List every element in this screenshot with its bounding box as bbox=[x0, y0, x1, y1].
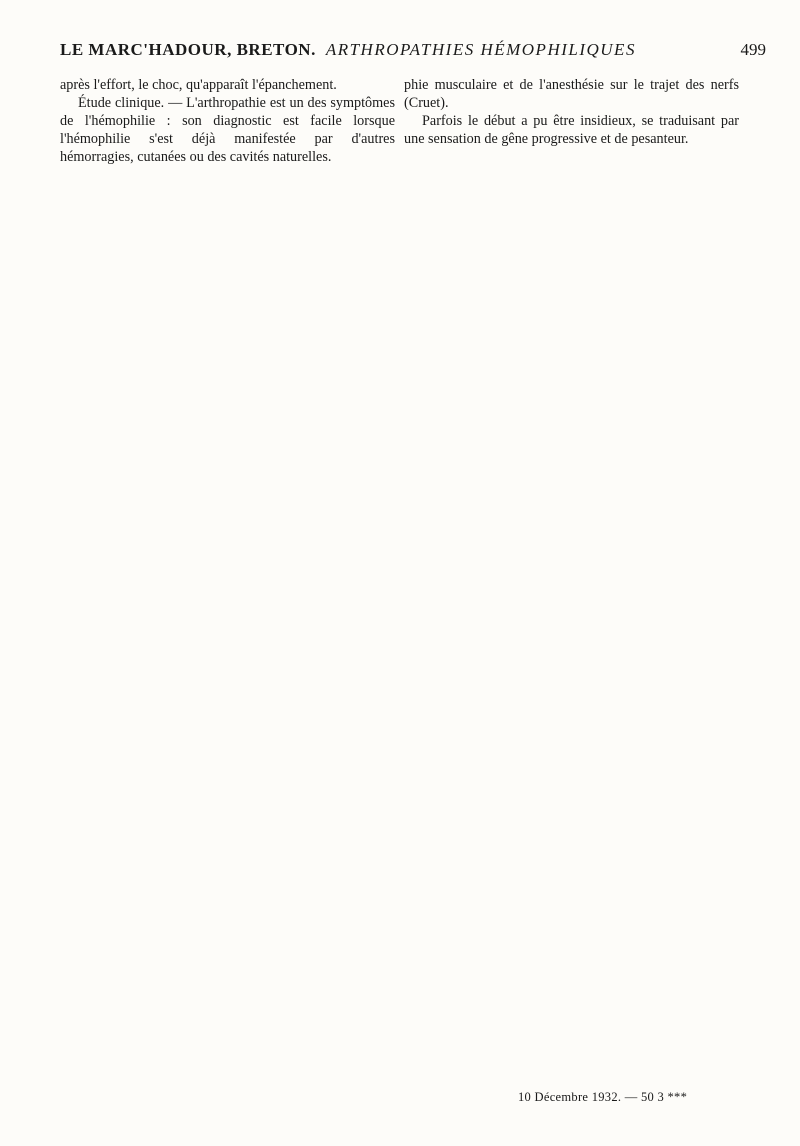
paragraph: phie musculaire et de l'anesthésie sur le trajet des nerfs (Cruet). bbox=[404, 77, 739, 112]
page-number: 499 bbox=[740, 40, 766, 59]
issue-footer: 10 Décembre 1932. — 50 3 *** bbox=[518, 1090, 688, 1104]
header-title: ARTHROPATHIES HÉMOPHILIQUES bbox=[325, 40, 636, 59]
right-column bbox=[404, 76, 739, 148]
running-header bbox=[60, 40, 766, 74]
paragraph: Parfois le début a pu être insidieux, se traduisant par une sensation de gêne progressive et de pesanteur. bbox=[404, 113, 739, 148]
paragraph: après l'effort, le choc, qu'apparaît l'épanchement. bbox=[60, 77, 337, 93]
header-authors: LE MARC'HADOUR, BRETON. bbox=[60, 40, 316, 59]
paragraph: Étude clinique. — L'arthropathie est un des symptômes de l'hémophilie : son diagnostic est facile lorsque l'hémophilie s'est déjà manifestée par d'autres hémorragies, cutanées ou des cavités naturelles. bbox=[60, 95, 395, 166]
left-column bbox=[60, 76, 395, 166]
